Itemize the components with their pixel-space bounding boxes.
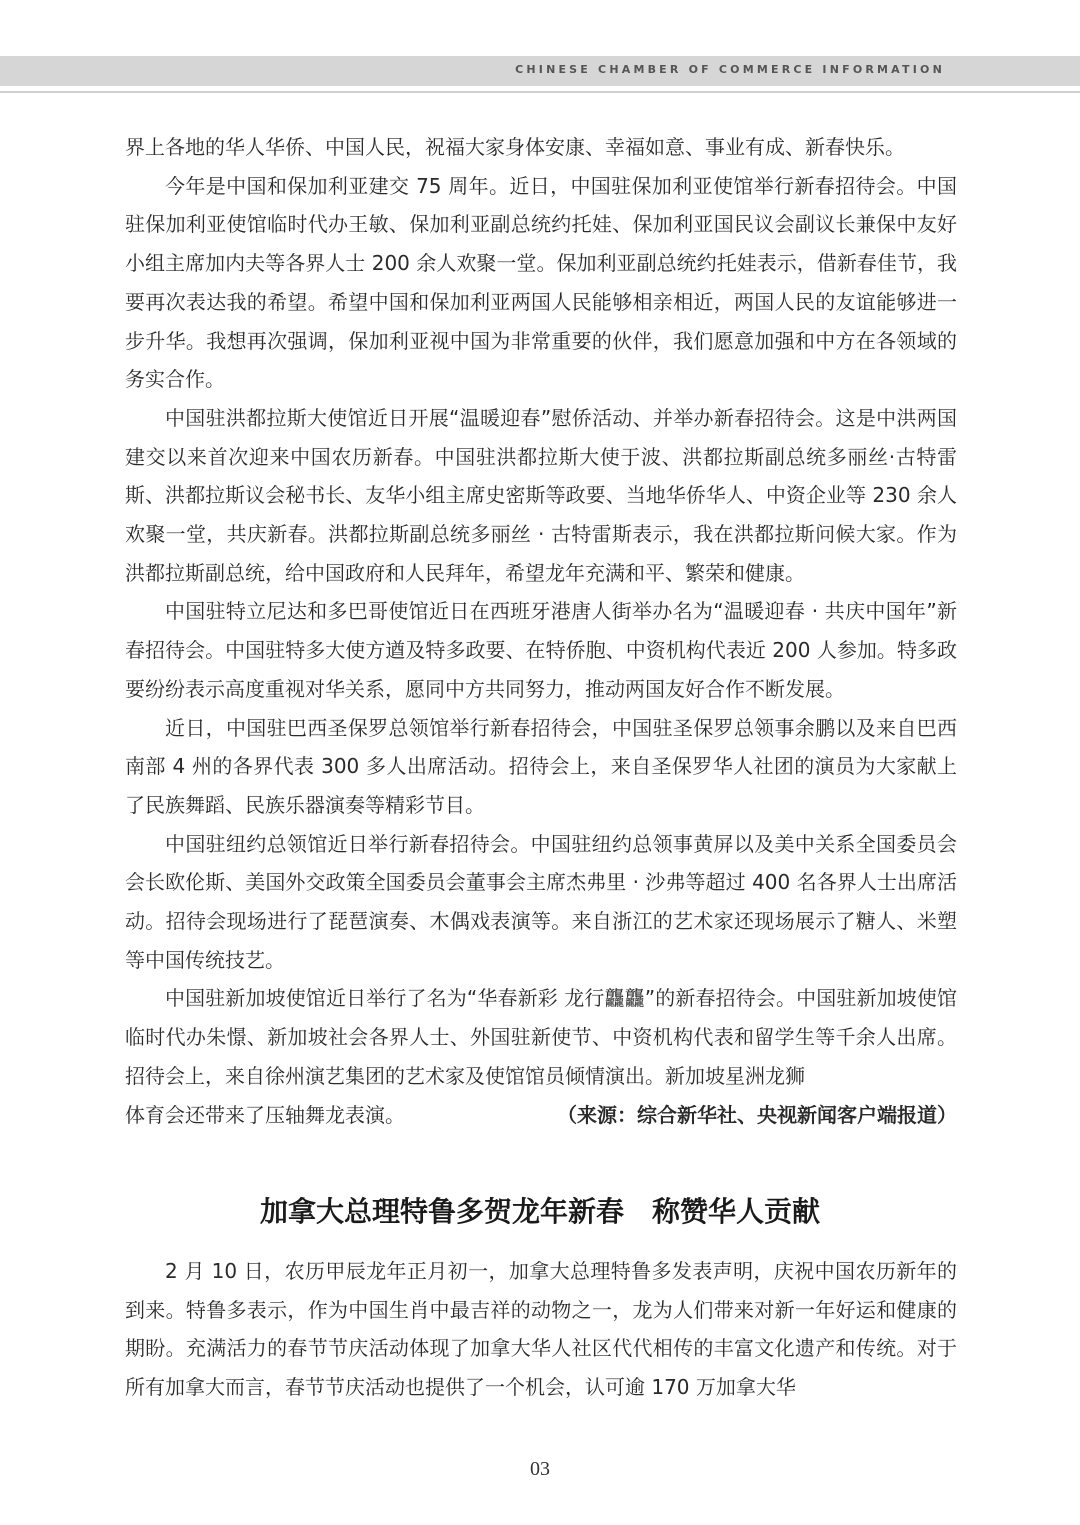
paragraph: 中国驻新加坡使馆近日举行了名为“华春新彩 龙行龘龘”的新春招待会。中国驻新加坡使馆临时代办朱憬、新加坡社会各界人士、外国驻新使节、中资机构代表和留学生等千余人出席。招待会上，来自徐州演艺集团的艺术家及使馆馆员倾情演出。新加坡星洲龙狮 xyxy=(125,986,957,1088)
paragraph: 界上各地的华人华侨、中国人民，祝福大家身体安康、幸福如意、事业有成、新春快乐。 xyxy=(125,135,905,159)
paragraph: 2 月 10 日，农历甲辰龙年正月初一，加拿大总理特鲁多发表声明，庆祝中国农历新年的到来。特鲁多表示，作为中国生肖中最吉祥的动物之一，龙为人们带来对新一年好运和健康的期盼。充满活力的春节节庆活动体现了加拿大华人社区代代相传的丰富文化遗产和传统。对于所有加拿大而言，春节节庆活动也提供了一个机会，认可逾 170 万加拿大华 xyxy=(125,1259,957,1400)
source-line xyxy=(125,1096,957,1135)
source-credit: （来源：综合新华社、央视新闻客户端报道） xyxy=(557,1102,957,1127)
paragraph: 中国驻洪都拉斯大使馆近日开展“温暖迎春”慰侨活动、并举办新春招待会。这是中洪两国建交以来首次迎来中国农历新春。中国驻洪都拉斯大使于波、洪都拉斯副总统多丽丝·古特雷斯、洪都拉斯议会秘书长、友华小组主席史密斯等政要、当地华侨华人、中资企业等 230 余人欢聚一堂，共庆新春。洪都拉斯副总统多丽丝 · 古特雷斯表示，我在洪都拉斯问候大家。作为洪都拉斯副总统，给中国政府和人民拜年，希望龙年充满和平、繁荣和健康。 xyxy=(125,405,957,585)
header-divider xyxy=(0,91,1080,93)
paragraph: 中国驻特立尼达和多巴哥使馆近日在西班牙港唐人街举办名为“温暖迎春 · 共庆中国年”新春招待会。中国驻特多大使方遒及特多政要、在特侨胞、中资机构代表近 200 人参加。特多政要纷纷表示高度重视对华关系，愿同中方共同努力，推动两国友好合作不断发展。 xyxy=(125,599,957,701)
article-title: 加拿大总理特鲁多贺龙年新春 称赞华人贡献 xyxy=(259,1195,820,1228)
article-body xyxy=(125,128,957,1134)
paragraph: 今年是中国和保加利亚建交 75 周年。近日，中国驻保加利亚使馆举行新春招待会。中国驻保加利亚使馆临时代办王敏、保加利亚副总统约托娃、保加利亚国民议会副议长兼保中友好小组主席加内夫等各界人士 200 余人欢聚一堂。保加利亚副总统约托娃表示，借新春佳节，我要再次表达我的希望。希望中国和保加利亚两国人民能够相亲相近，两国人民的友谊能够进一步升华。我想再次强调，保加利亚视中国为非常重要的伙伴，我们愿意加强和中方在各领域的务实合作。 xyxy=(125,173,957,392)
publication-name: CHINESE CHAMBER OF COMMERCE INFORMATION xyxy=(515,63,945,76)
article-body-2 xyxy=(125,1252,957,1407)
paragraph-ending: 体育会还带来了压轴舞龙表演。 xyxy=(125,1102,405,1127)
paragraph: 中国驻纽约总领馆近日举行新春招待会。中国驻纽约总领事黄屏以及美中关系全国委员会会长欧伦斯、美国外交政策全国委员会董事会主席杰弗里 · 沙弗等超过 400 名各界人士出席活动。招待会现场进行了琵琶演奏、木偶戏表演等。来自浙江的艺术家还现场展示了糖人、米塑等中国传统技艺。 xyxy=(125,831,957,972)
paragraph: 近日，中国驻巴西圣保罗总领馆举行新春招待会，中国驻圣保罗总领事余鹏以及来自巴西南部 4 州的各界代表 300 多人出席活动。招待会上，来自圣保罗华人社团的演员为大家献上了民族舞蹈、民族乐器演奏等精彩节目。 xyxy=(125,715,957,817)
page-number: 03 xyxy=(530,1458,550,1480)
